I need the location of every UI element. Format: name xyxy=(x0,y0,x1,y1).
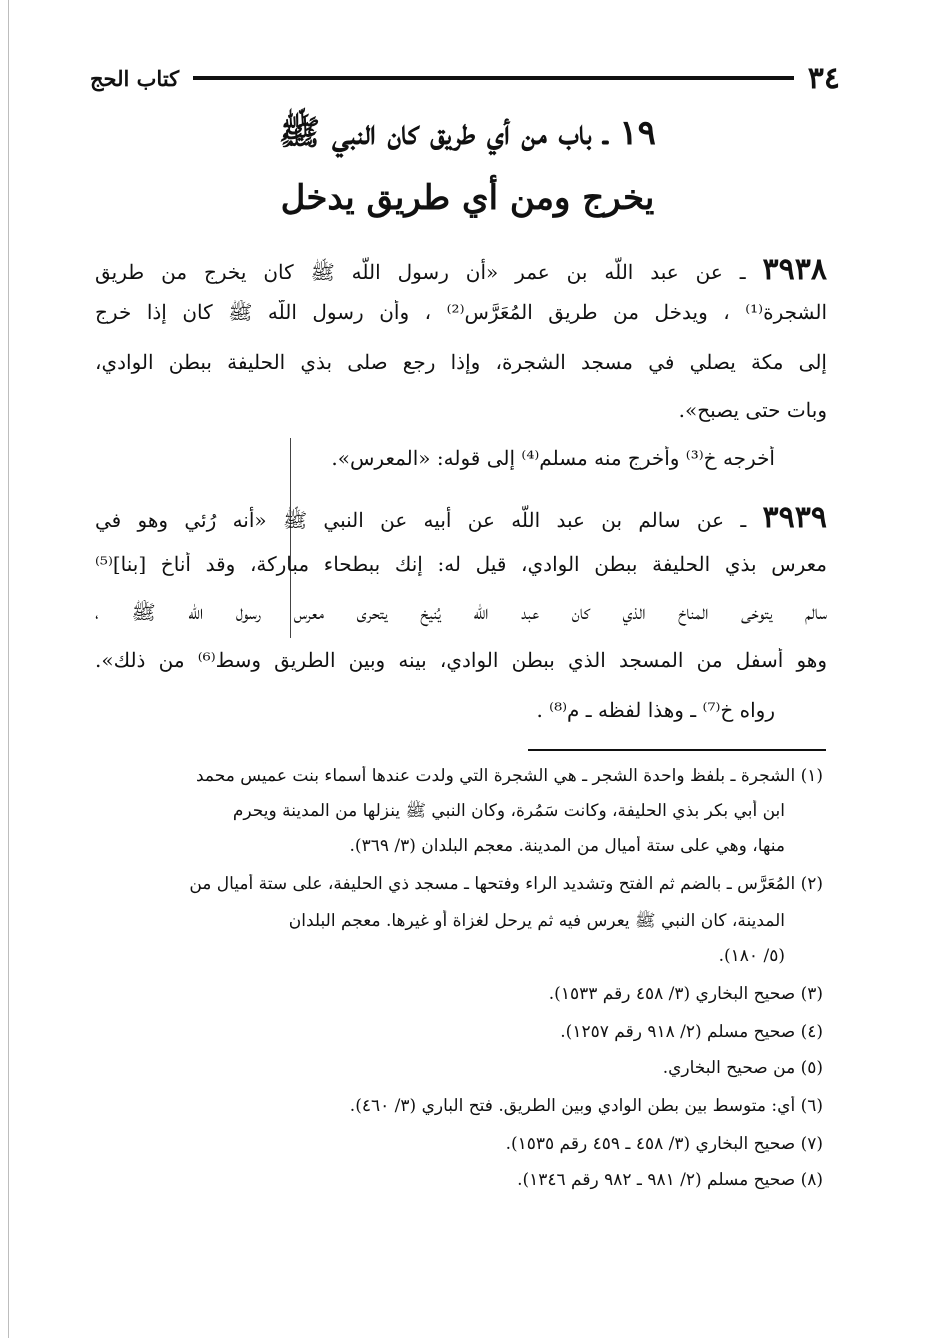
footnote-1-line-3: منها، وهي على ستة أميال من المدينة. معجم البلدان (٣/ ٣٦٩). xyxy=(349,836,785,856)
hadith-3939-line-1 xyxy=(95,500,827,537)
footnote-8: (٨) صحيح مسلم (٢/ ٩٨١ ـ ٩٨٢ رقم ١٣٤٦). xyxy=(517,1170,823,1190)
footnote-3: (٣) صحيح البخاري (٣/ ٤٥٨ رقم ١٥٣٣). xyxy=(548,984,823,1004)
hadith-3939-line-4: وهو أسفل من المسجد الذي ببطن الوادي، بينه وبين الطريق وسط⁽⁶⁾ من ذلك». xyxy=(95,648,827,672)
hadith-3938-line-3: إلى مكة يصلي في مسجد الشجرة، وإذا رجع صلى بذي الحليفة ببطن الوادي، xyxy=(95,350,827,374)
footnote-4: (٤) صحيح مسلم (٢/ ٩١٨ رقم ١٢٥٧). xyxy=(560,1022,823,1042)
chapter-title-line-2: يخرج ومن أي طريق يدخل xyxy=(280,178,655,218)
footnote-1-line-2: ابن أبي بكر بذي الحليفة، وكانت سَمُرة، وكان النبي ﷺ ينزلها من المدينة ويحرم xyxy=(232,801,785,821)
hadith-number: ٣٩٣٨ xyxy=(762,252,827,287)
hadith-3938-takhrij: أخرجه خ⁽³⁾ وأخرج منه مسلم⁽⁴⁾ إلى قوله: «المعرس». xyxy=(331,446,775,470)
hadith-3938-line-2: الشجرة⁽¹⁾ ، ويدخل من طريق المُعَرَّس⁽²⁾ ، وأن رسول اللّه ﷺ كان إذا خرج xyxy=(95,300,827,324)
hadith-3938-line-4: وبات حتى يصبح». xyxy=(678,398,827,422)
hadith-text: ـ عن عبد اللّه بن عمر «أن رسول اللّه ﷺ كان يخرج من طريق xyxy=(95,260,763,284)
footnote-1-line-1: (١) الشجرة ـ بلفظ واحدة الشجر ـ هي الشجرة التي ولدت عندها أسماء بنت عميس محمد xyxy=(195,766,823,786)
header-rule xyxy=(193,76,794,80)
footnote-6: (٦) أي: متوسط بين بطن الوادي وبين الطريق. فتح الباري (٣/ ٤٦٠). xyxy=(349,1096,823,1116)
hadith-number: ٣٩٣٩ xyxy=(762,500,827,535)
page-number: ٣٤ xyxy=(807,60,840,96)
footnote-2-line-1: (٢) المُعَرَّس ـ بالضم ثم الفتح وتشديد الراء وفتحها ـ مسجد ذي الحليفة، على ستة أميال من xyxy=(189,874,823,894)
hadith-3939-line-2: معرس بذي الحليفة ببطن الوادي، قيل له: إنك ببطحاء مباركة، وقد أناخ [بنا]⁽⁵⁾ xyxy=(95,552,827,576)
book-title: كتاب الحج xyxy=(90,65,180,91)
hadith-3938-line-1 xyxy=(95,252,827,289)
chapter-title-line-1: ١٩ ـ باب من أي طريق كان النبي ﷺ xyxy=(279,113,656,153)
footnote-separator xyxy=(528,749,826,751)
footnote-7: (٧) صحيح البخاري (٣/ ٤٥٨ ـ ٤٥٩ رقم ١٥٣٥). xyxy=(505,1134,823,1154)
page-edge-rule xyxy=(8,0,9,1338)
hadith-3939-takhrij: رواه خ⁽⁷⁾ ـ وهذا لفظه ـ م⁽⁸⁾ . xyxy=(536,698,775,722)
running-head xyxy=(90,60,840,96)
footnote-2-line-2: المدينة، كان النبي ﷺ يعرس فيه ثم يرحل لغزاة أو غيرها. معجم البلدان xyxy=(288,911,785,931)
hadith-3939-line-3: سالم يتوخى المناخ الذي كان عبد اللّه يُنيخ يتحرى معرس رسول اللّه ﷺ ، xyxy=(95,600,827,624)
hadith-text: ـ عن سالم بن عبد اللّه عن أبيه عن النبي ﷺ «أنه رُئي وهو في xyxy=(95,508,763,532)
footnote-5: (٥) من صحيح البخاري. xyxy=(662,1058,823,1078)
footnote-2-line-3: (٥/ ١٨٠). xyxy=(718,946,785,966)
